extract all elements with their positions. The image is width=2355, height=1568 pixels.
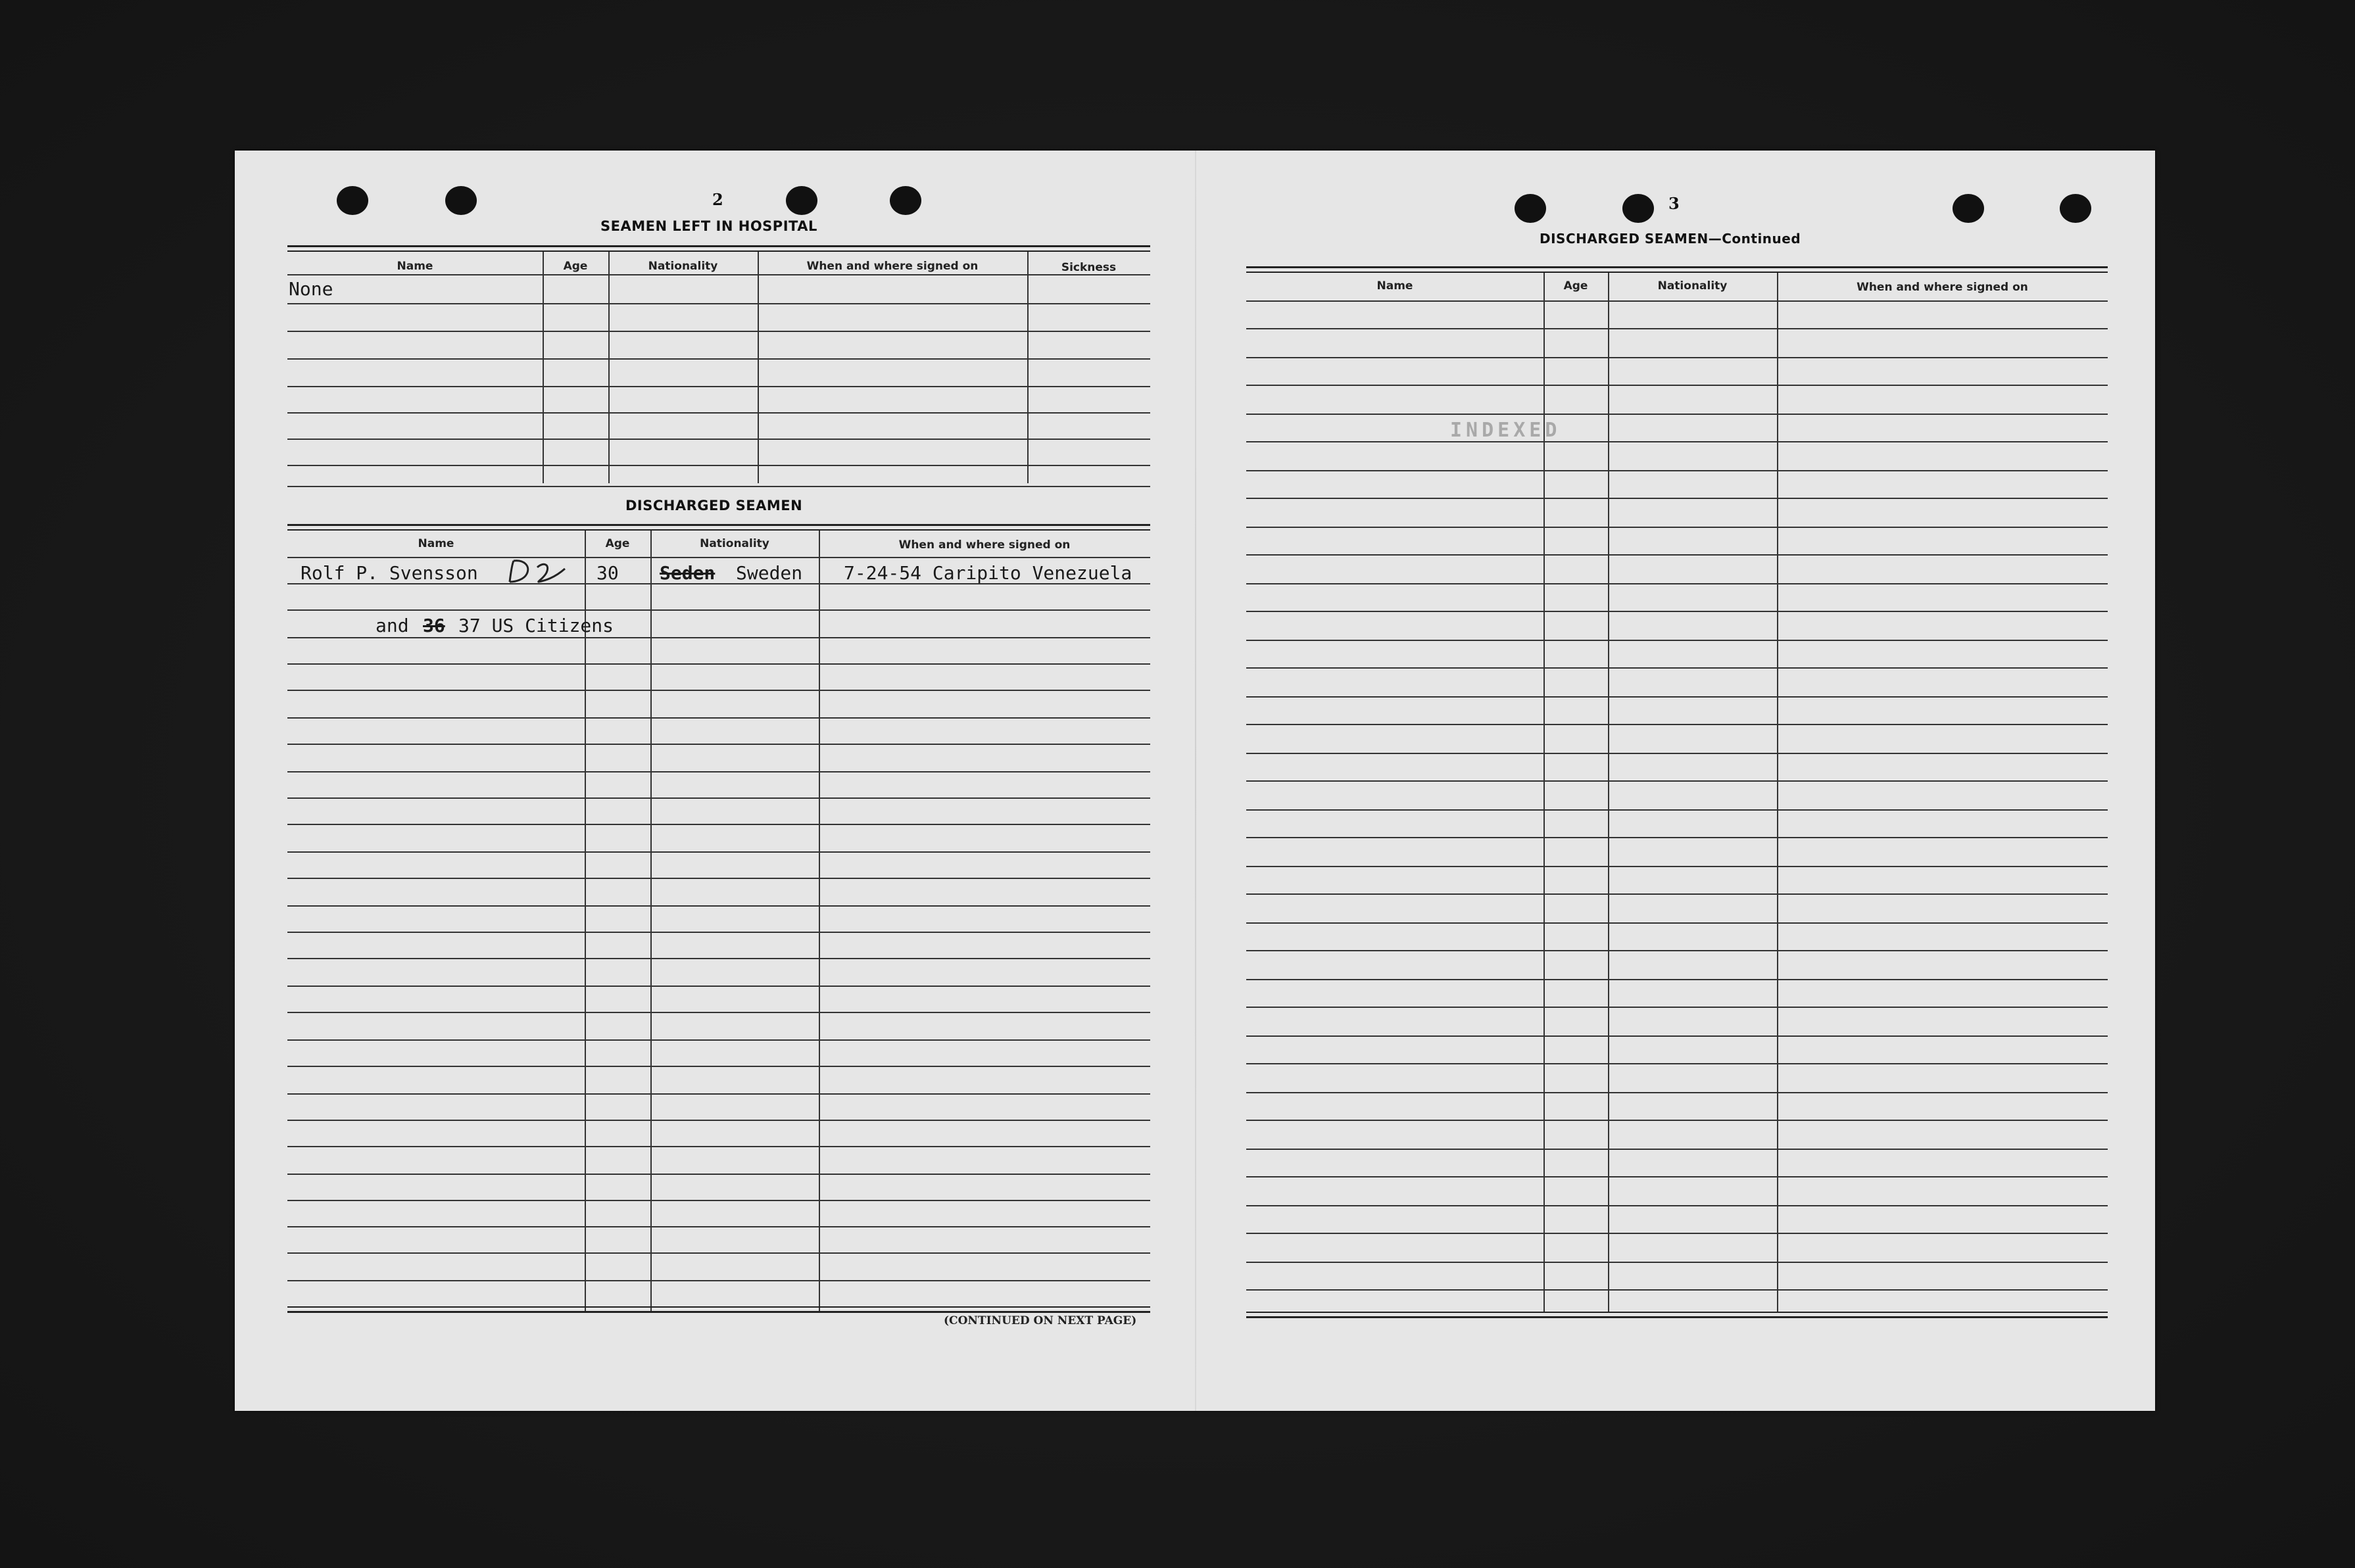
col-header-nationality: Nationality — [648, 260, 718, 273]
col-header-signed-on: When and where signed on — [1857, 281, 2028, 294]
seaman-name: Rolf P. Svensson — [301, 562, 478, 584]
indexed-stamp: INDEXED — [1450, 419, 1561, 442]
col-header-age: Age — [563, 260, 588, 273]
handwritten-initials — [504, 557, 570, 586]
hospital-section-title: SEAMEN LEFT IN HOSPITAL — [600, 218, 817, 234]
nationality-struck: Seden — [660, 562, 716, 584]
punch-hole — [786, 186, 817, 215]
page-number-left: 2 — [712, 190, 723, 209]
seaman-nationality: Sweden — [736, 562, 803, 584]
discharged-section-title: DISCHARGED SEAMEN — [625, 498, 803, 513]
col-header-signed-on: When and where signed on — [898, 538, 1071, 552]
punch-hole — [445, 186, 477, 215]
discharged-continued-title: DISCHARGED SEAMEN—Continued — [1540, 231, 1801, 247]
discharged-table — [287, 524, 1150, 1313]
page-number-right: 3 — [1668, 194, 1680, 213]
col-header-age: Age — [605, 537, 630, 550]
hospital-table — [287, 245, 1150, 490]
col-header-age: Age — [1563, 279, 1588, 293]
col-header-sickness: Sickness — [1061, 261, 1117, 274]
punch-hole — [337, 186, 368, 215]
punch-hole — [2060, 194, 2091, 223]
col-header-signed-on: When and where signed on — [806, 260, 979, 273]
col-header-name: Name — [1376, 279, 1413, 293]
seaman-signed-on: 7-24-54 Caripito Venezuela — [844, 562, 1132, 584]
punch-hole — [890, 186, 921, 215]
col-header-nationality: Nationality — [700, 537, 769, 550]
discharged-continued-table — [1246, 266, 2108, 1318]
seaman-age: 30 — [596, 562, 619, 584]
col-header-nationality: Nationality — [1657, 279, 1728, 293]
row2-citizens: 37 US Citizens — [458, 615, 614, 636]
punch-hole — [1515, 194, 1546, 223]
col-header-name: Name — [397, 260, 433, 273]
hospital-entry: None — [289, 278, 333, 300]
document-spread — [235, 151, 2155, 1411]
row2-struck-count: 36 — [423, 615, 445, 636]
continued-note: (CONTINUED ON NEXT PAGE) — [944, 1314, 1137, 1327]
row2-prefix: and — [376, 615, 409, 636]
punch-hole — [1622, 194, 1654, 223]
punch-hole — [1953, 194, 1984, 223]
col-header-name: Name — [418, 537, 454, 550]
